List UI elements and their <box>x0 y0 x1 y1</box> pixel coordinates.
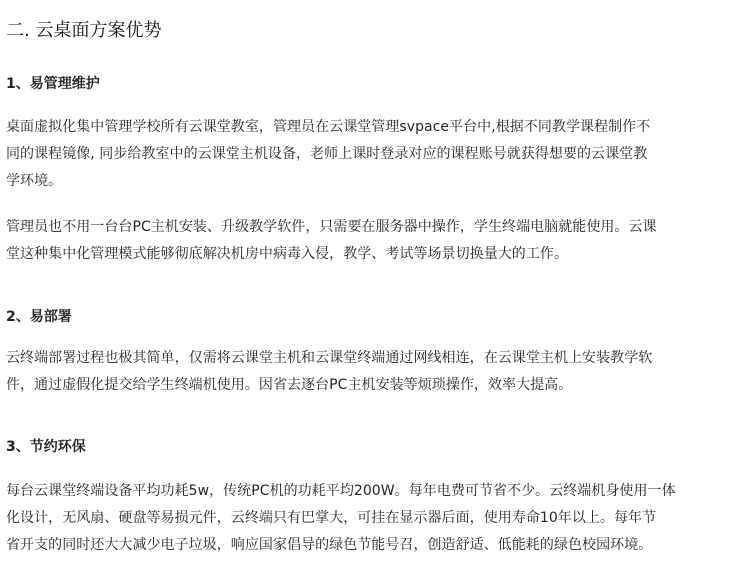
paragraph-energy-saving <box>6 478 744 559</box>
subheading-easy-deployment: 2、易部署 <box>6 309 72 325</box>
subheading-energy-saving: 3、节约环保 <box>6 439 86 455</box>
text-line: 学环境。 <box>6 173 63 189</box>
text-line: 省开支的同时还大大减少电子垃圾，响应国家倡导的绿色节能号召，创造舒适、低能耗的绿色校园环境。 <box>6 537 653 553</box>
text-line: 桌面虚拟化集中管理学校所有云课堂教室，管理员在云课堂管理svpace平台中,根据不同教学课程制作不 <box>6 119 651 135</box>
text-line: 云终端部署过程也极其简单，仅需将云课堂主机和云课堂终端通过网线相连，在云课堂主机上安装教学软 <box>6 350 653 366</box>
text-line: 同的课程镜像, 同步给教室中的云课堂主机设备，老师上课时登录对应的课程账号就获得想要的云课堂教 <box>6 146 648 162</box>
text-line: 堂这种集中化管理模式能够彻底解决机房中病毒入侵，教学、考试等场景切换量大的工作。 <box>6 246 568 262</box>
text-line: 化设计，无风扇、硬盘等易损元件，云终端只有巴掌大，可挂在显示器后面，使用寿命10年以上。每年节 <box>6 510 657 526</box>
paragraph-deployment <box>6 345 744 399</box>
text-line: 管理员也不用一台台PC主机安装、升级教学软件，只需要在服务器中操作，学生终端电脑就能使用。云课 <box>6 219 657 235</box>
subheading-easy-management: 1、易管理维护 <box>6 76 100 92</box>
paragraph-admin-operation <box>6 214 744 268</box>
text-line: 每台云课堂终端设备平均功耗5w，传统PC机的功耗平均200W。每年电费可节省不少。云终端机身使用一体 <box>6 483 676 499</box>
paragraph-centralized-management <box>6 114 744 195</box>
section-title: 二. 云桌面方案优势 <box>6 20 162 41</box>
text-line: 件，通过虚假化提交给学生终端机使用。因省去逐台PC主机安装等烦琐操作，效率大提高。 <box>6 377 573 393</box>
